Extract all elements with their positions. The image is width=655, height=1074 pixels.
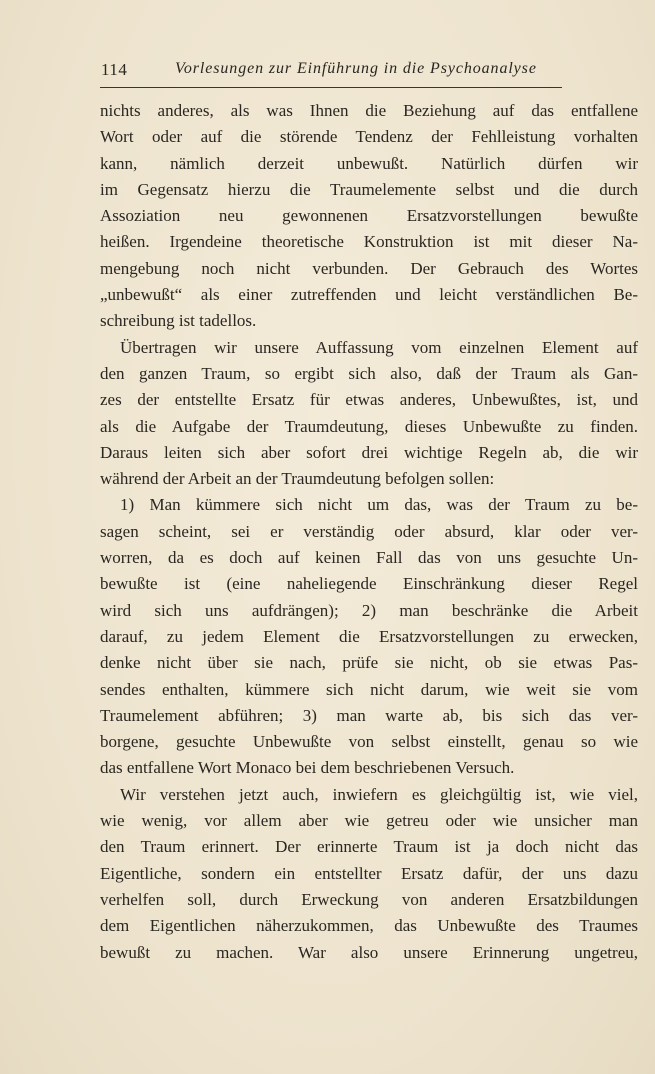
text-line: den ganzen Traum, so ergibt sich also, daß der Traum als Gan- [100, 363, 638, 383]
text-line: den Traum erinnert. Der erinnerte Traum ist ja doch nicht das [100, 837, 638, 857]
text-line: Eigentliche, sondern ein entstellter Ersatz dafür, der uns dazu [100, 863, 638, 883]
text-line: darauf, zu jedem Element die Ersatzvorstellungen zu erwecken, [100, 626, 638, 646]
text-line: Traumelement abführen; 3) man warte ab, bis sich das ver- [100, 705, 638, 725]
header-rule [100, 87, 562, 88]
text-line: als die Aufgabe der Traumdeutung, dieses Unbewußte zu finden. [100, 416, 638, 436]
body-text [100, 98, 638, 966]
text-line: Wort oder auf die störende Tendenz der Fehlleistung vorhalten [100, 127, 638, 147]
text-line: wie wenig, vor allem aber wie getreu oder wie unsicher man [100, 811, 638, 831]
text-line: nichts anderes, als was Ihnen die Beziehung auf das entfallene [100, 101, 638, 120]
text-line: schreibung ist tadellos. [100, 311, 257, 331]
page-header [101, 60, 557, 86]
text-line: worren, da es doch auf keinen Fall das von uns gesuchte Un- [100, 548, 638, 568]
text-line: bewußt zu machen. War also unsere Erinnerung ungetreu, [100, 942, 638, 962]
text-line: sagen scheint, sei er verständig oder absurd, klar oder ver- [100, 521, 638, 541]
text-line: mengebung noch nicht verbunden. Der Gebrauch des Wortes [100, 258, 638, 278]
text-line: bewußte ist (eine naheliegende Einschränkung dieser Regel [100, 574, 638, 594]
text-line: Daraus leiten sich aber sofort drei wichtige Regeln ab, die wir [100, 442, 638, 462]
text-line: das entfallene Wort Monaco bei dem beschriebenen Versuch. [100, 758, 515, 778]
text-line: dem Eigentlichen näherzukommen, das Unbewußte des Traumes [100, 916, 638, 936]
text-line: im Gegensatz hierzu die Traumelemente selbst und die durch [100, 179, 638, 199]
text-line: heißen. Irgendeine theoretische Konstruktion ist mit dieser Na- [100, 232, 638, 252]
page-number: 114 [101, 60, 128, 79]
text-line: 1) Man kümmere sich nicht um das, was der Traum zu be- [120, 495, 638, 515]
text-line: borgene, gesuchte Unbewußte von selbst einstellt, genau so wie [100, 732, 638, 752]
text-line: „unbewußt“ als einer zutreffenden und leicht verständlichen Be- [100, 285, 638, 305]
text-line: Wir verstehen jetzt auch, inwiefern es gleichgültig ist, wie viel, [120, 784, 638, 804]
text-line: kann, nämlich derzeit unbewußt. Natürlich dürfen wir [100, 153, 638, 173]
text-line: zes der entstellte Ersatz für etwas anderes, Unbewußtes, ist, und [100, 390, 638, 410]
text-line: Übertragen wir unsere Auffassung vom einzelnen Element auf [120, 337, 638, 357]
text-line: wird sich uns aufdrängen); 2) man beschränke die Arbeit [100, 600, 638, 620]
running-head: Vorlesungen zur Einführung in die Psychoanalyse [175, 60, 537, 77]
text-line: während der Arbeit an der Traumdeutung befolgen sollen: [100, 469, 495, 489]
text-line: Assoziation neu gewonnenen Ersatzvorstellungen bewußte [100, 206, 638, 226]
text-line: denke nicht über sie nach, prüfe sie nicht, ob sie etwas Pas- [100, 653, 638, 673]
text-line: sendes enthalten, kümmere sich nicht darum, wie weit sie vom [100, 679, 638, 699]
text-line: verhelfen soll, durch Erweckung von anderen Ersatzbildungen [100, 889, 638, 909]
